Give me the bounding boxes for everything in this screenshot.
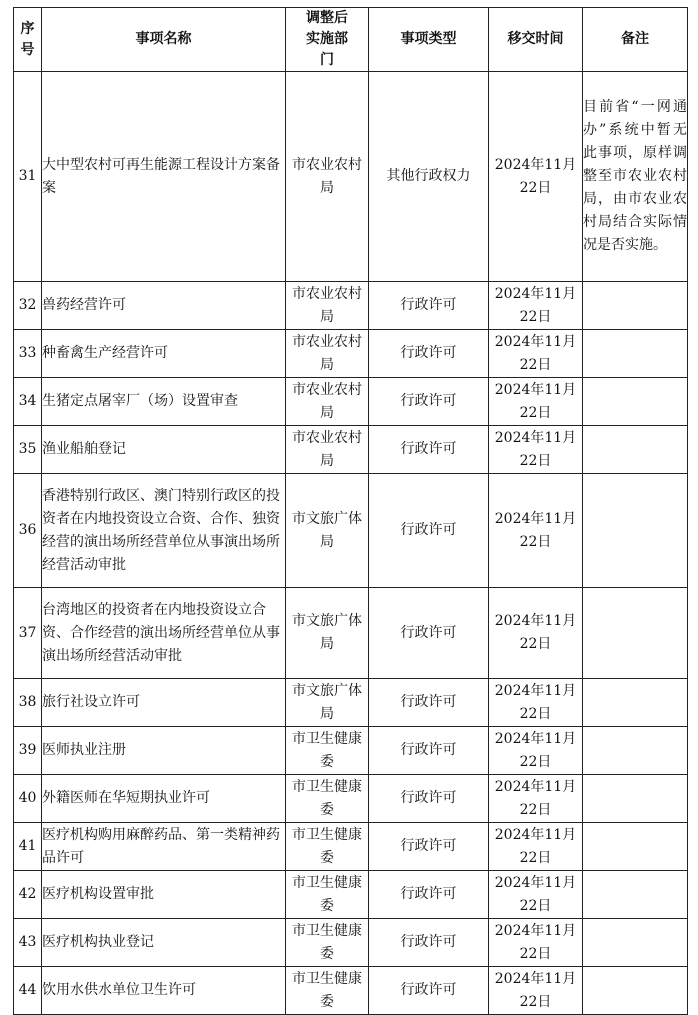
cell-type: 行政许可 <box>369 426 489 474</box>
cell-seq: 42 <box>14 871 42 919</box>
cell-note <box>583 378 688 426</box>
cell-date: 2024年11月22日 <box>489 72 583 282</box>
cell-dept: 市农业农村局 <box>286 72 369 282</box>
cell-note <box>583 282 688 330</box>
cell-name: 医疗机构购用麻醉药品、第一类精神药品许可 <box>42 823 286 871</box>
cell-date: 2024年11月22日 <box>489 823 583 871</box>
cell-note <box>583 823 688 871</box>
cell-name: 渔业船舶登记 <box>42 426 286 474</box>
cell-dept: 市卫生健康委 <box>286 727 369 775</box>
cell-date: 2024年11月22日 <box>489 919 583 967</box>
cell-seq: 34 <box>14 378 42 426</box>
cell-type: 行政许可 <box>369 330 489 378</box>
table-row <box>14 588 688 679</box>
header-note: 备注 <box>583 8 688 72</box>
cell-dept: 市文旅广体局 <box>286 474 369 588</box>
cell-seq: 35 <box>14 426 42 474</box>
cell-name: 大中型农村可再生能源工程设计方案备案 <box>42 72 286 282</box>
table-row <box>14 330 688 378</box>
table-row <box>14 967 688 1015</box>
cell-name: 旅行社设立许可 <box>42 679 286 727</box>
cell-name: 医疗机构执业登记 <box>42 919 286 967</box>
cell-dept: 市农业农村局 <box>286 330 369 378</box>
cell-note <box>583 474 688 588</box>
cell-seq: 41 <box>14 823 42 871</box>
table-row <box>14 727 688 775</box>
table-row <box>14 871 688 919</box>
cell-date: 2024年11月22日 <box>489 474 583 588</box>
cell-type: 行政许可 <box>369 919 489 967</box>
cell-name: 外籍医师在华短期执业许可 <box>42 775 286 823</box>
cell-date: 2024年11月22日 <box>489 426 583 474</box>
cell-type: 行政许可 <box>369 727 489 775</box>
cell-note <box>583 967 688 1015</box>
cell-date: 2024年11月22日 <box>489 871 583 919</box>
cell-dept: 市卫生健康委 <box>286 919 369 967</box>
cell-type: 行政许可 <box>369 823 489 871</box>
cell-name: 医疗机构设置审批 <box>42 871 286 919</box>
table-row <box>14 919 688 967</box>
cell-type: 行政许可 <box>369 282 489 330</box>
cell-date: 2024年11月22日 <box>489 679 583 727</box>
table-row <box>14 474 688 588</box>
cell-name: 饮用水供水单位卫生许可 <box>42 967 286 1015</box>
cell-note <box>583 727 688 775</box>
table-header-row <box>14 8 688 72</box>
cell-type: 行政许可 <box>369 378 489 426</box>
cell-dept: 市卫生健康委 <box>286 775 369 823</box>
cell-seq: 33 <box>14 330 42 378</box>
cell-seq: 31 <box>14 72 42 282</box>
cell-dept: 市农业农村局 <box>286 426 369 474</box>
cell-dept: 市卫生健康委 <box>286 871 369 919</box>
cell-note <box>583 919 688 967</box>
cell-date: 2024年11月22日 <box>489 330 583 378</box>
cell-date: 2024年11月22日 <box>489 775 583 823</box>
table-row <box>14 679 688 727</box>
table-row <box>14 378 688 426</box>
cell-note <box>583 588 688 679</box>
cell-seq: 43 <box>14 919 42 967</box>
cell-note <box>583 679 688 727</box>
cell-seq: 40 <box>14 775 42 823</box>
cell-date: 2024年11月22日 <box>489 727 583 775</box>
cell-type: 行政许可 <box>369 679 489 727</box>
header-name: 事项名称 <box>42 8 286 72</box>
cell-dept: 市文旅广体局 <box>286 679 369 727</box>
cell-seq: 36 <box>14 474 42 588</box>
items-table <box>13 7 688 1015</box>
cell-name: 种畜禽生产经营许可 <box>42 330 286 378</box>
cell-seq: 44 <box>14 967 42 1015</box>
cell-note <box>583 871 688 919</box>
cell-type: 行政许可 <box>369 588 489 679</box>
cell-name: 兽药经营许可 <box>42 282 286 330</box>
cell-dept: 市农业农村局 <box>286 282 369 330</box>
cell-date: 2024年11月22日 <box>489 282 583 330</box>
cell-type: 行政许可 <box>369 871 489 919</box>
cell-type: 其他行政权力 <box>369 72 489 282</box>
cell-note <box>583 330 688 378</box>
cell-name: 香港特别行政区、澳门特别行政区的投资者在内地投资设立合资、合作、独资经营的演出场所经营单位从事演出场所经营活动审批 <box>42 474 286 588</box>
cell-name: 台湾地区的投资者在内地投资设立合资、合作经营的演出场所经营单位从事演出场所经营活动审批 <box>42 588 286 679</box>
header-dept: 调整后实施部门 <box>286 8 369 72</box>
table-row <box>14 823 688 871</box>
cell-seq: 37 <box>14 588 42 679</box>
cell-seq: 39 <box>14 727 42 775</box>
table-row <box>14 72 688 282</box>
cell-name: 生猪定点屠宰厂（场）设置审查 <box>42 378 286 426</box>
table-row <box>14 775 688 823</box>
cell-type: 行政许可 <box>369 967 489 1015</box>
cell-dept: 市农业农村局 <box>286 378 369 426</box>
cell-date: 2024年11月22日 <box>489 588 583 679</box>
cell-note: 目前省“一网通办”系统中暂无此事项，原样调整至市农业农村局，由市农业农村局结合实际情况是否实施。 <box>583 72 688 282</box>
cell-name: 医师执业注册 <box>42 727 286 775</box>
cell-dept: 市卫生健康委 <box>286 823 369 871</box>
table-row <box>14 282 688 330</box>
cell-dept: 市卫生健康委 <box>286 967 369 1015</box>
cell-seq: 32 <box>14 282 42 330</box>
header-type: 事项类型 <box>369 8 489 72</box>
header-seq: 序号 <box>14 8 42 72</box>
header-date: 移交时间 <box>489 8 583 72</box>
cell-type: 行政许可 <box>369 775 489 823</box>
cell-date: 2024年11月22日 <box>489 378 583 426</box>
cell-note <box>583 426 688 474</box>
table-row <box>14 426 688 474</box>
cell-type: 行政许可 <box>369 474 489 588</box>
cell-dept: 市文旅广体局 <box>286 588 369 679</box>
cell-note <box>583 775 688 823</box>
cell-seq: 38 <box>14 679 42 727</box>
cell-date: 2024年11月22日 <box>489 967 583 1015</box>
